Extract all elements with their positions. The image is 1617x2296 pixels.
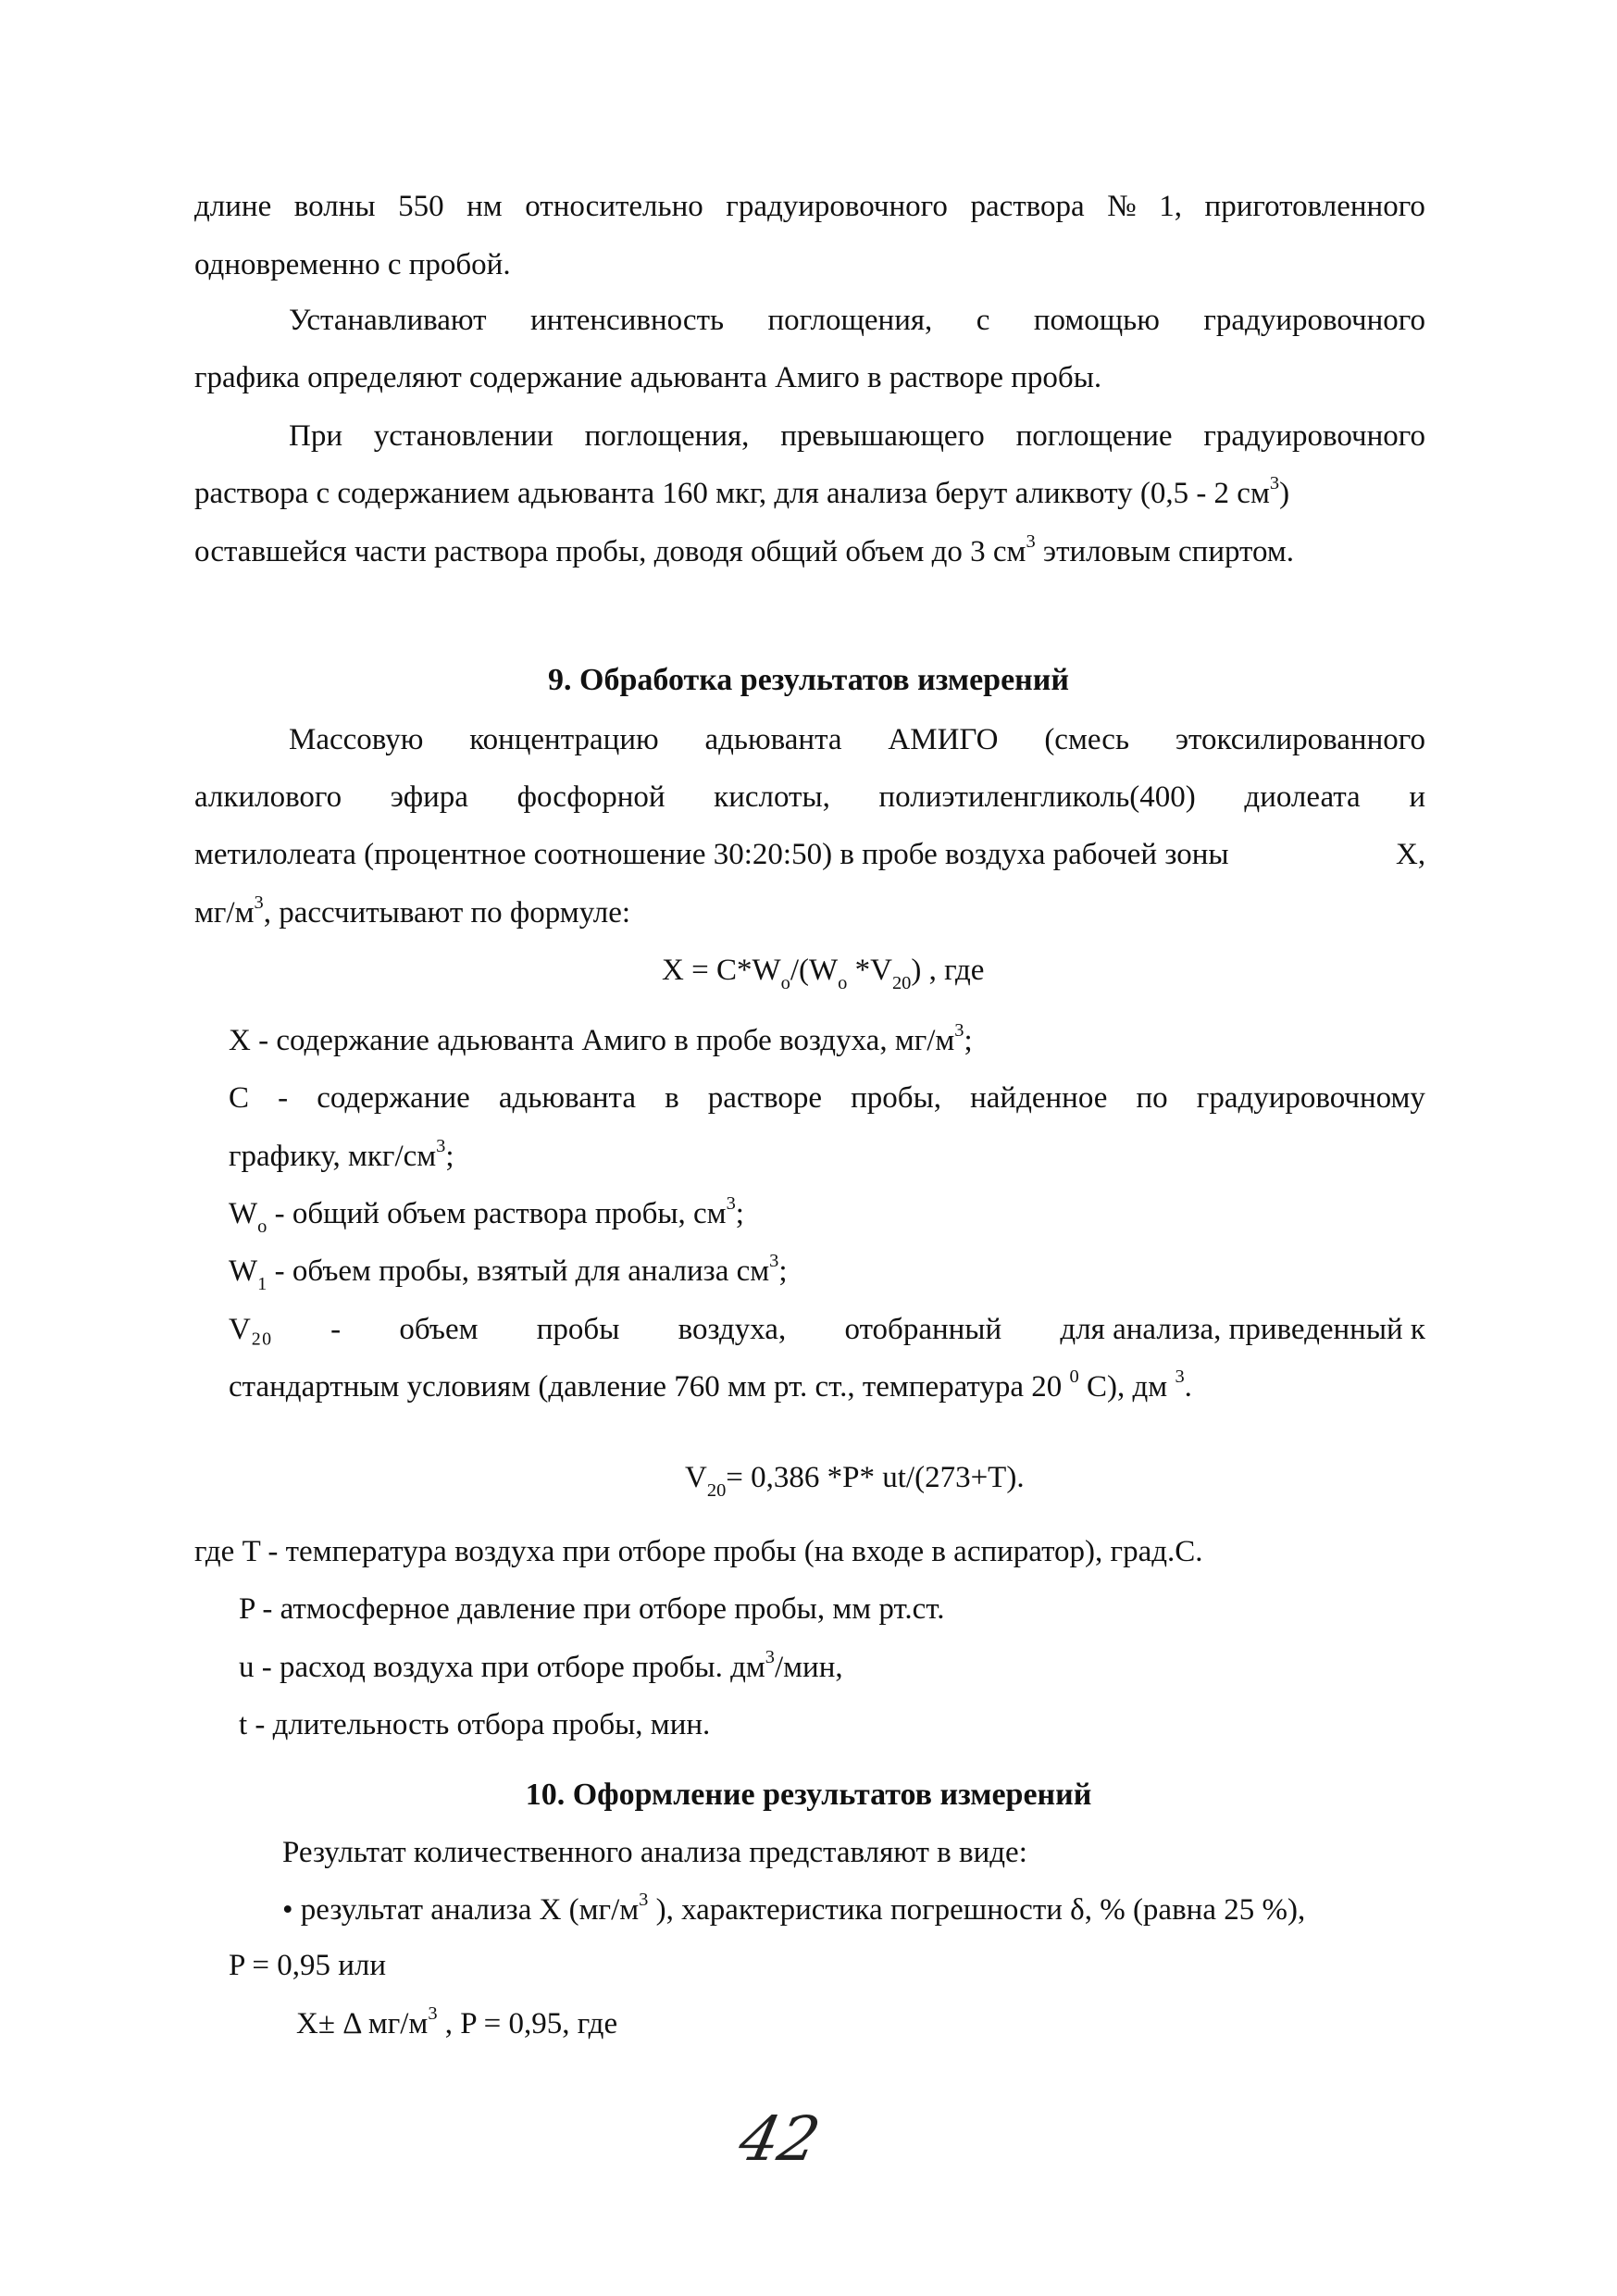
where-u: u - расход воздуха при отборе пробы. $дм^3$/мин, bbox=[239, 1646, 843, 1684]
paragraph-3-line-2: раствора с содержанием адьюванта 160 мкг, для анализа берут аликвоту (0,5 - 2 $см^3$) bbox=[194, 472, 1290, 510]
section-9-heading: 9. Обработка результатов измерений bbox=[548, 663, 1069, 697]
definition-w0: $W_o$ - общий объем раствора пробы, $см^3$; bbox=[229, 1192, 744, 1237]
where-t: где T - температура воздуха при отборе пробы (на входе в аспиратор), град.С. bbox=[194, 1535, 1203, 1568]
paragraph-2-line-2: графика определяют содержание адьюванта Амиго в растворе пробы. bbox=[194, 361, 1102, 394]
formula-main: $X = C*W_o/(W_o$ $*V_{20}$) , где bbox=[662, 954, 985, 993]
definition-w1: $W_1$ - объем пробы, взятый для анализа $см^3$; bbox=[229, 1250, 788, 1294]
paragraph-3-line-1: При установлении поглощения, превышающего поглощение градуировочного bbox=[289, 419, 1425, 453]
definition-v20-line-2: стандартным условиям (давление 760 мм рт. ст., температура 20 $^0$ C), дм $^3$. bbox=[229, 1366, 1192, 1404]
paragraph-1-line-1: длине волны 550 нм относительно градуировочного раствора № 1, приготовленного bbox=[194, 190, 1425, 223]
paragraph-1-line-2: одновременно с пробой. bbox=[194, 248, 511, 281]
where-tt: t - длительность отбора пробы, мин. bbox=[239, 1708, 711, 1741]
section-10-heading: 10. Оформление результатов измерений bbox=[525, 1778, 1092, 1812]
paragraph-2-line-1: Устанавливают интенсивность поглощения, с помощью градуировочного bbox=[289, 304, 1425, 337]
section-9-line-3-end: X, bbox=[1396, 838, 1426, 871]
section-9-line-2: алкилового эфира фосфорной кислоты, полиэтиленгликоль(400) диолеата и bbox=[194, 780, 1425, 814]
formula-v20: $V_{20}= 0,386$ *P* ut/(273+T). bbox=[685, 1461, 1025, 1501]
section-9-line-4: $мг/м^3$, рассчитывают по формуле: bbox=[194, 892, 631, 930]
definition-x: X - содержание адьюванта Амиго в пробе воздуха, $мг/м^3$; bbox=[229, 1019, 973, 1057]
page-number: 42 bbox=[732, 2103, 827, 2175]
section-9-line-1: Массовую концентрацию адьюванта АМИГО (смесь этоксилированного bbox=[289, 723, 1425, 756]
definition-c-line-1: C - содержание адьюванта в растворе пробы, найденное по градуировочному bbox=[229, 1081, 1425, 1115]
section-9-line-3: метилолеата (процентное соотношение 30:20:50) в пробе воздуха рабочей зоны bbox=[194, 838, 1229, 871]
section-10-line-3: P = 0,95 или bbox=[229, 1949, 387, 1982]
definition-c-line-2: графику, мкг/$см^3$; bbox=[229, 1135, 454, 1173]
paragraph-3-line-3: оставшейся части раствора пробы, доводя общий объем до 3 $см^3$ этиловым спиртом. bbox=[194, 530, 1295, 568]
section-10-line-4: X± Δ $мг/м^3$ , P = 0,95, где bbox=[296, 2003, 618, 2040]
section-10-line-2: • результат анализа X ($мг/м^3$ ), характеристика погрешности δ, % (равна 25 %), bbox=[282, 1889, 1306, 1927]
where-p: P - атмосферное давление при отборе пробы, мм рт.ст. bbox=[239, 1592, 945, 1626]
section-10-line-1: Результат количественного анализа представляют в виде: bbox=[282, 1836, 1027, 1869]
definition-v20-line-1: V₂₀ - объем пробы воздуха, отобранный для анализа, приведенный к bbox=[229, 1313, 1425, 1346]
